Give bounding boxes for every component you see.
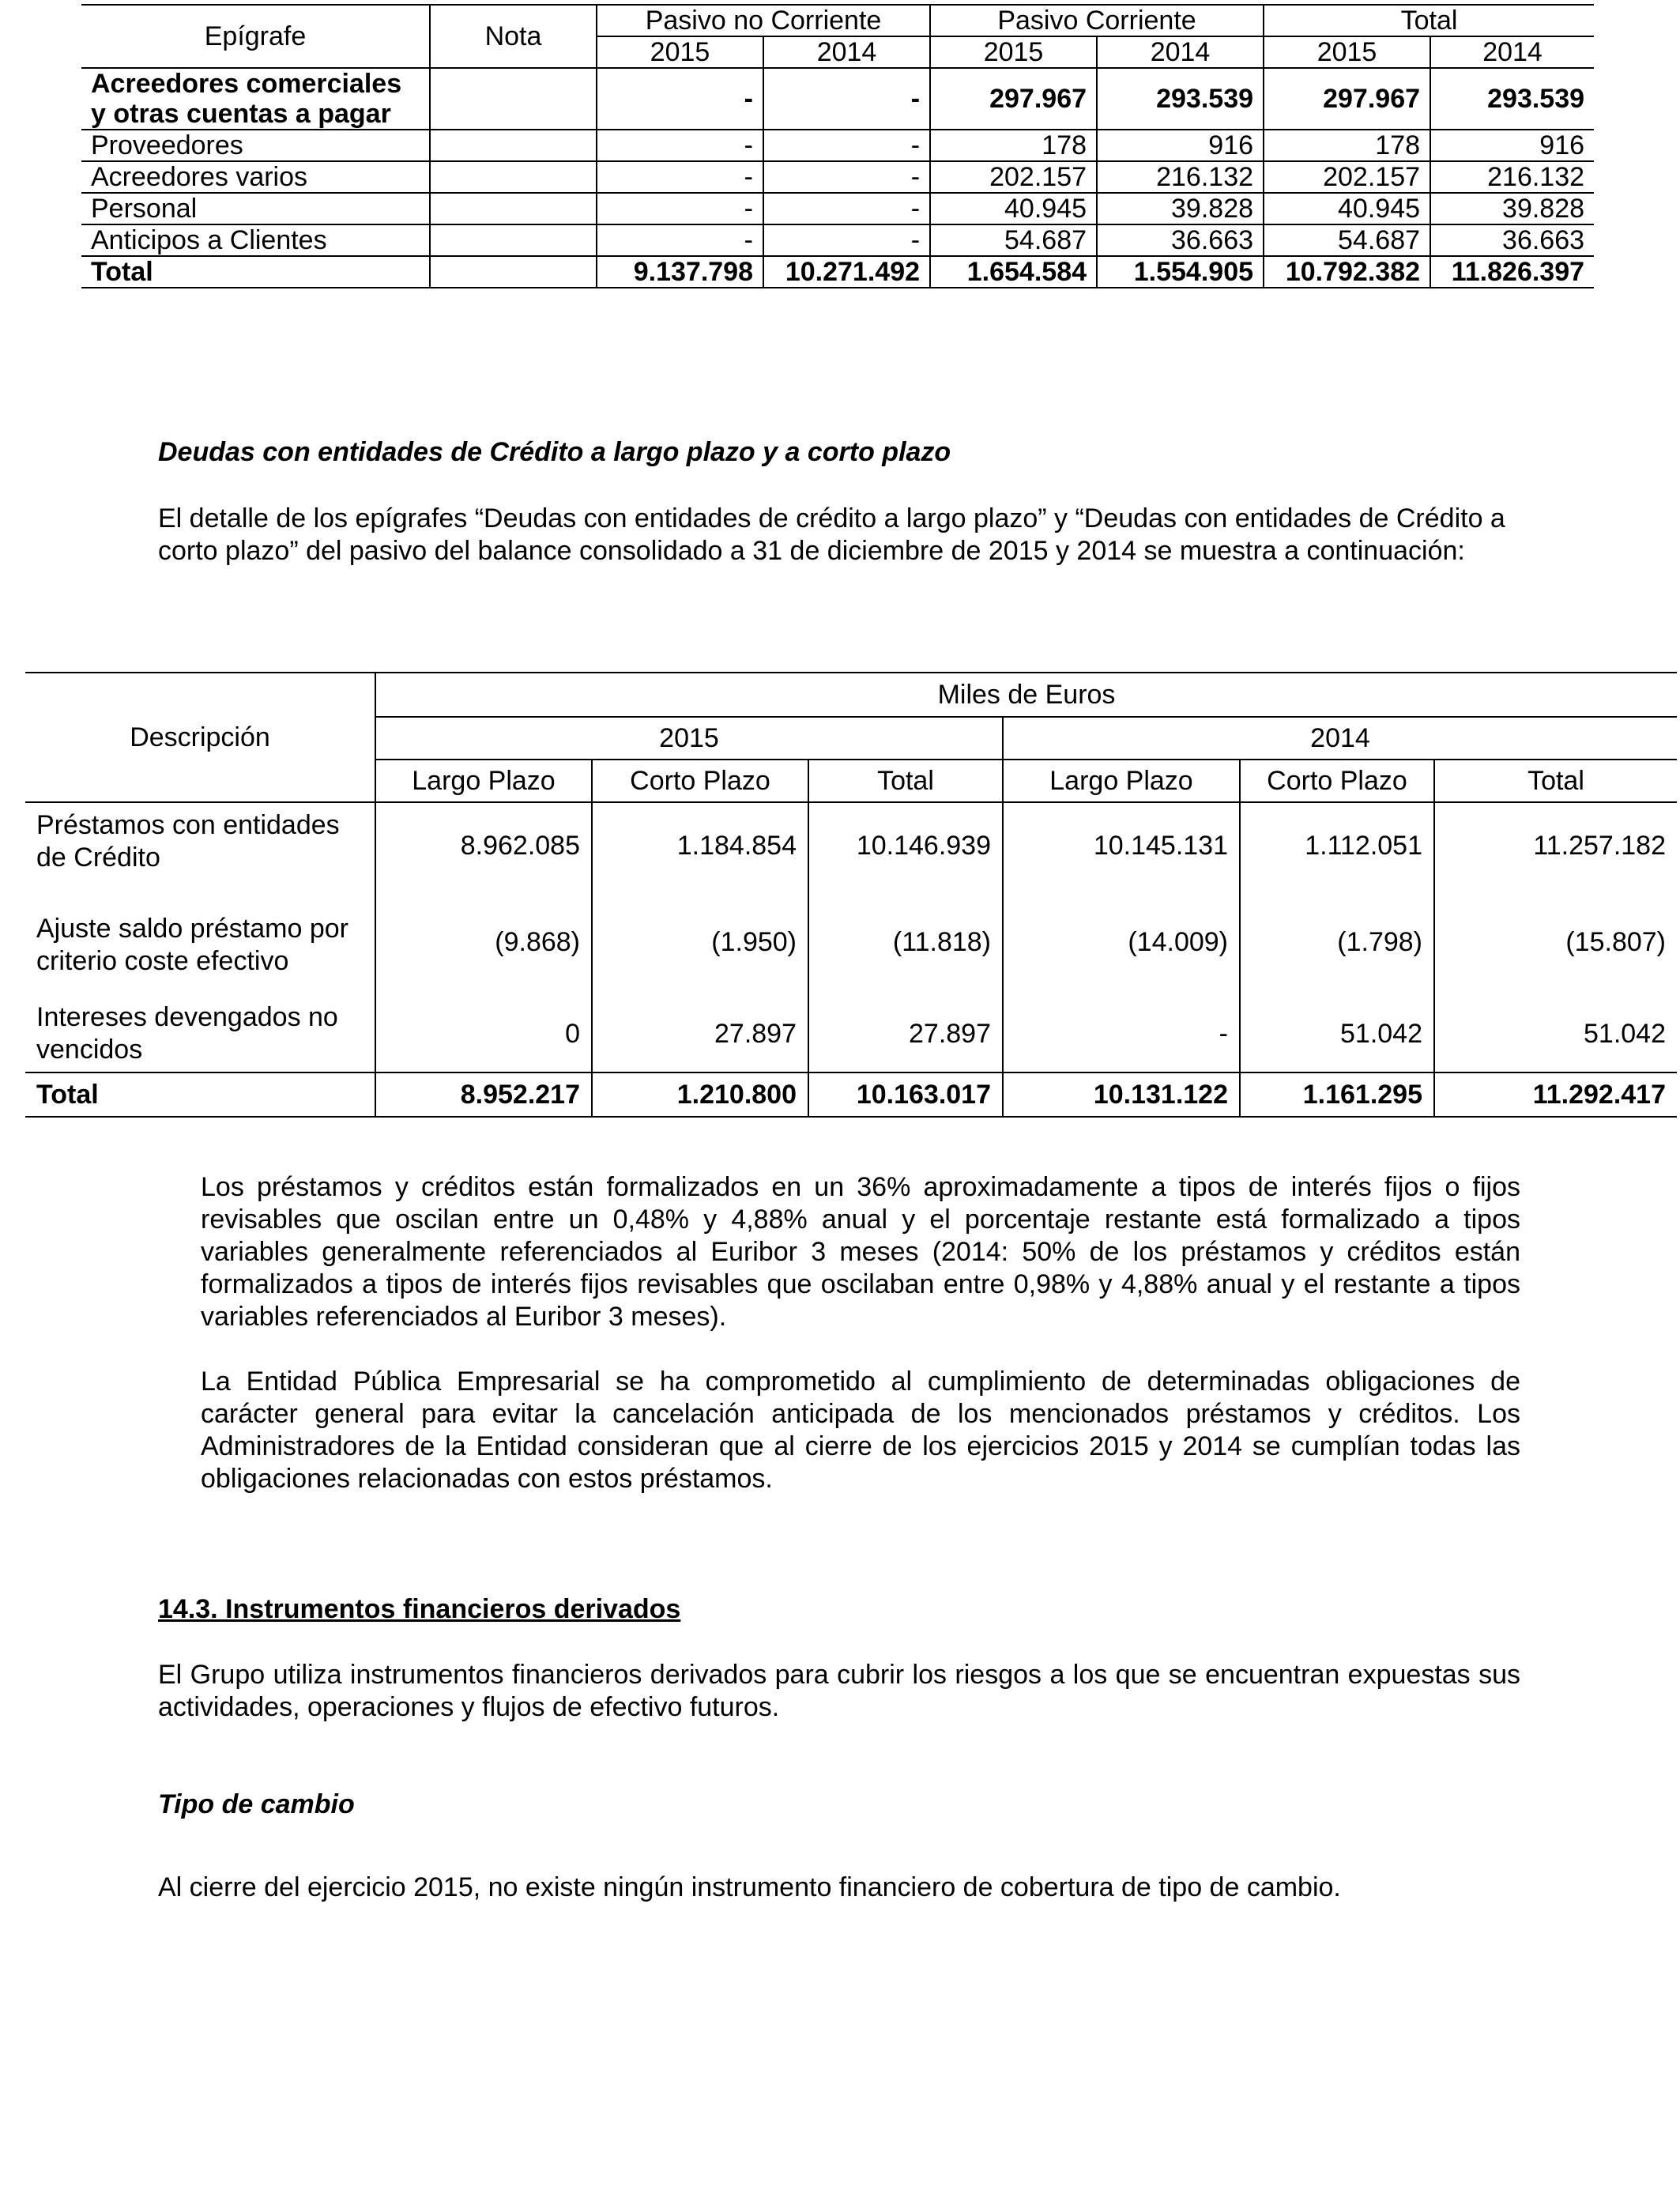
- section-intro-deudas: El detalle de los epígrafes “Deudas con entidades de crédito a largo plazo” y “Deudas con entidades de Crédito a corto plazo” del pasivo del balance consolidado a 31 de diciembre de 2015 y 2014 se muestra a continuación:: [158, 503, 1505, 566]
- nota-cell: [430, 68, 597, 130]
- value-cell: 297.967: [1264, 68, 1430, 130]
- col-header-total: Total: [1264, 5, 1594, 36]
- value-cell: 11.257.182: [1434, 802, 1677, 888]
- row-label: Préstamos con entidades de Crédito: [25, 802, 375, 888]
- table-row: [81, 130, 1594, 161]
- value-cell: 10.146.939: [808, 802, 1003, 888]
- value-cell: (14.009): [1003, 888, 1240, 996]
- value-cell: 178: [930, 130, 1097, 161]
- col-header-nota: Nota: [430, 5, 597, 68]
- value-cell: 27.897: [592, 996, 808, 1072]
- value-cell: (1.798): [1240, 888, 1434, 996]
- value-cell: 39.828: [1430, 193, 1594, 224]
- col-header-pasivo-corriente: Pasivo Corriente: [930, 5, 1264, 36]
- value-cell: 1.161.295: [1240, 1072, 1434, 1117]
- value-cell: 1.210.800: [592, 1072, 808, 1117]
- deudas-table: [25, 672, 1677, 1118]
- nota-cell: [430, 256, 597, 288]
- row-label: Acreedores varios: [81, 161, 430, 193]
- value-cell: -: [763, 193, 930, 224]
- value-cell: -: [597, 68, 763, 130]
- col-header-epigrafe: Epígrafe: [81, 5, 430, 68]
- col-header-sub: Largo Plazo: [1003, 760, 1240, 802]
- value-cell: 10.792.382: [1264, 256, 1430, 288]
- value-cell: 1.112.051: [1240, 802, 1434, 888]
- col-header-sub: Total: [1434, 760, 1677, 802]
- col-header-miles: Miles de Euros: [375, 673, 1677, 717]
- table-row: [81, 224, 1594, 256]
- section-heading-deudas: Deudas con entidades de Crédito a largo plazo y a corto plazo: [158, 437, 951, 467]
- value-cell: 10.131.122: [1003, 1072, 1240, 1117]
- row-label: Intereses devengados no vencidos: [25, 996, 375, 1072]
- value-cell: 293.539: [1430, 68, 1594, 130]
- row-label: Ajuste saldo préstamo por criterio coste efectivo: [25, 888, 375, 996]
- section-text-tipo-cambio: Al cierre del ejercicio 2015, no existe ningún instrumento financiero de cobertura de tipo de cambio.: [158, 1872, 1341, 1902]
- value-cell: 51.042: [1240, 996, 1434, 1072]
- value-cell: 8.952.217: [375, 1072, 592, 1117]
- row-label: Total: [25, 1072, 375, 1117]
- year-header: 2014: [763, 36, 930, 68]
- value-cell: 916: [1097, 130, 1264, 161]
- value-cell: -: [763, 224, 930, 256]
- value-cell: 10.145.131: [1003, 802, 1240, 888]
- nota-cell: [430, 130, 597, 161]
- value-cell: (15.807): [1434, 888, 1677, 996]
- value-cell: 11.826.397: [1430, 256, 1594, 288]
- value-cell: -: [597, 224, 763, 256]
- value-cell: 39.828: [1097, 193, 1264, 224]
- row-label: Personal: [81, 193, 430, 224]
- value-cell: 1.654.584: [930, 256, 1097, 288]
- value-cell: 11.292.417: [1434, 1072, 1677, 1117]
- col-header-sub: Corto Plazo: [592, 760, 808, 802]
- table-total-row: [25, 1072, 1677, 1117]
- year-header: 2014: [1430, 36, 1594, 68]
- value-cell: 8.962.085: [375, 802, 592, 888]
- value-cell: 216.132: [1097, 161, 1264, 193]
- col-header-sub: Corto Plazo: [1240, 760, 1434, 802]
- row-label: Acreedores comerciales y otras cuentas a pagar: [81, 68, 430, 130]
- value-cell: (11.818): [808, 888, 1003, 996]
- table-row: [81, 161, 1594, 193]
- table-row: [25, 888, 1677, 996]
- row-label: Anticipos a Clientes: [81, 224, 430, 256]
- row-label: Total: [81, 256, 430, 288]
- table-header-row: [81, 5, 1594, 36]
- value-cell: 202.157: [930, 161, 1097, 193]
- value-cell: 1.554.905: [1097, 256, 1264, 288]
- nota-cell: [430, 193, 597, 224]
- value-cell: 297.967: [930, 68, 1097, 130]
- value-cell: 10.271.492: [763, 256, 930, 288]
- value-cell: 54.687: [930, 224, 1097, 256]
- paragraph-prestamos: Los préstamos y créditos están formalizados en un 36% aproximadamente a tipos de interés fijos o fijos revisables que oscilan entre un 0,48% y 4,88% anual y el porcentaje restante está formalizado a tipos variables generalmente referenciados al Euribor 3 meses (2014: 50% de los préstamos y créditos están formalizados a tipos de interés fijos revisables que oscilaban entre 0,98% y 4,88% anual y el restante a tipos variables referenciados al Euribor 3 meses).: [201, 1172, 1520, 1332]
- value-cell: 916: [1430, 130, 1594, 161]
- col-header-pasivo-no-corriente: Pasivo no Corriente: [597, 5, 930, 36]
- year-header: 2014: [1097, 36, 1264, 68]
- value-cell: 178: [1264, 130, 1430, 161]
- value-cell: 36.663: [1097, 224, 1264, 256]
- acreedores-table: [81, 4, 1594, 288]
- paragraph-obligaciones: La Entidad Pública Empresarial se ha comprometido al cumplimiento de determinadas obligaciones de carácter general para evitar la cancelación anticipada de los mencionados préstamos y créditos. Los Administradores de la Entidad consideran que al cierre de los ejercicios 2015 y 2014 se cumplían todas las obligaciones relacionadas con estos préstamos.: [201, 1367, 1520, 1494]
- table-row: [81, 68, 1594, 130]
- table-header-row: [25, 673, 1677, 717]
- table-total-row: [81, 256, 1594, 288]
- value-cell: -: [597, 130, 763, 161]
- table-row: [81, 193, 1594, 224]
- col-header-sub: Total: [808, 760, 1003, 802]
- nota-cell: [430, 161, 597, 193]
- col-header-sub: Largo Plazo: [375, 760, 592, 802]
- value-cell: (1.950): [592, 888, 808, 996]
- value-cell: 1.184.854: [592, 802, 808, 888]
- value-cell: 9.137.798: [597, 256, 763, 288]
- value-cell: -: [1003, 996, 1240, 1072]
- value-cell: -: [763, 130, 930, 161]
- value-cell: 40.945: [930, 193, 1097, 224]
- section-heading-tipo-cambio: Tipo de cambio: [158, 1789, 355, 1819]
- value-cell: -: [763, 68, 930, 130]
- value-cell: 51.042: [1434, 996, 1677, 1072]
- value-cell: 54.687: [1264, 224, 1430, 256]
- value-cell: (9.868): [375, 888, 592, 996]
- value-cell: -: [763, 161, 930, 193]
- value-cell: 216.132: [1430, 161, 1594, 193]
- value-cell: 293.539: [1097, 68, 1264, 130]
- value-cell: 0: [375, 996, 592, 1072]
- year-header: 2015: [930, 36, 1097, 68]
- value-cell: 36.663: [1430, 224, 1594, 256]
- value-cell: -: [597, 161, 763, 193]
- table-row: [25, 996, 1677, 1072]
- section-text-143: El Grupo utiliza instrumentos financieros derivados para cubrir los riesgos a los que se encuentran expuestas sus actividades, operaciones y flujos de efectivo futuros.: [158, 1660, 1520, 1722]
- year-header: 2015: [1264, 36, 1430, 68]
- value-cell: 10.163.017: [808, 1072, 1003, 1117]
- col-header-descripcion: Descripción: [25, 673, 375, 802]
- value-cell: 202.157: [1264, 161, 1430, 193]
- year-header: 2015: [597, 36, 763, 68]
- value-cell: 27.897: [808, 996, 1003, 1072]
- table-row: [25, 802, 1677, 888]
- col-header-year: 2014: [1003, 717, 1677, 760]
- col-header-year: 2015: [375, 717, 1003, 760]
- nota-cell: [430, 224, 597, 256]
- row-label: Proveedores: [81, 130, 430, 161]
- value-cell: 40.945: [1264, 193, 1430, 224]
- section-heading-143: 14.3. Instrumentos financieros derivados: [158, 1594, 681, 1624]
- value-cell: -: [597, 193, 763, 224]
